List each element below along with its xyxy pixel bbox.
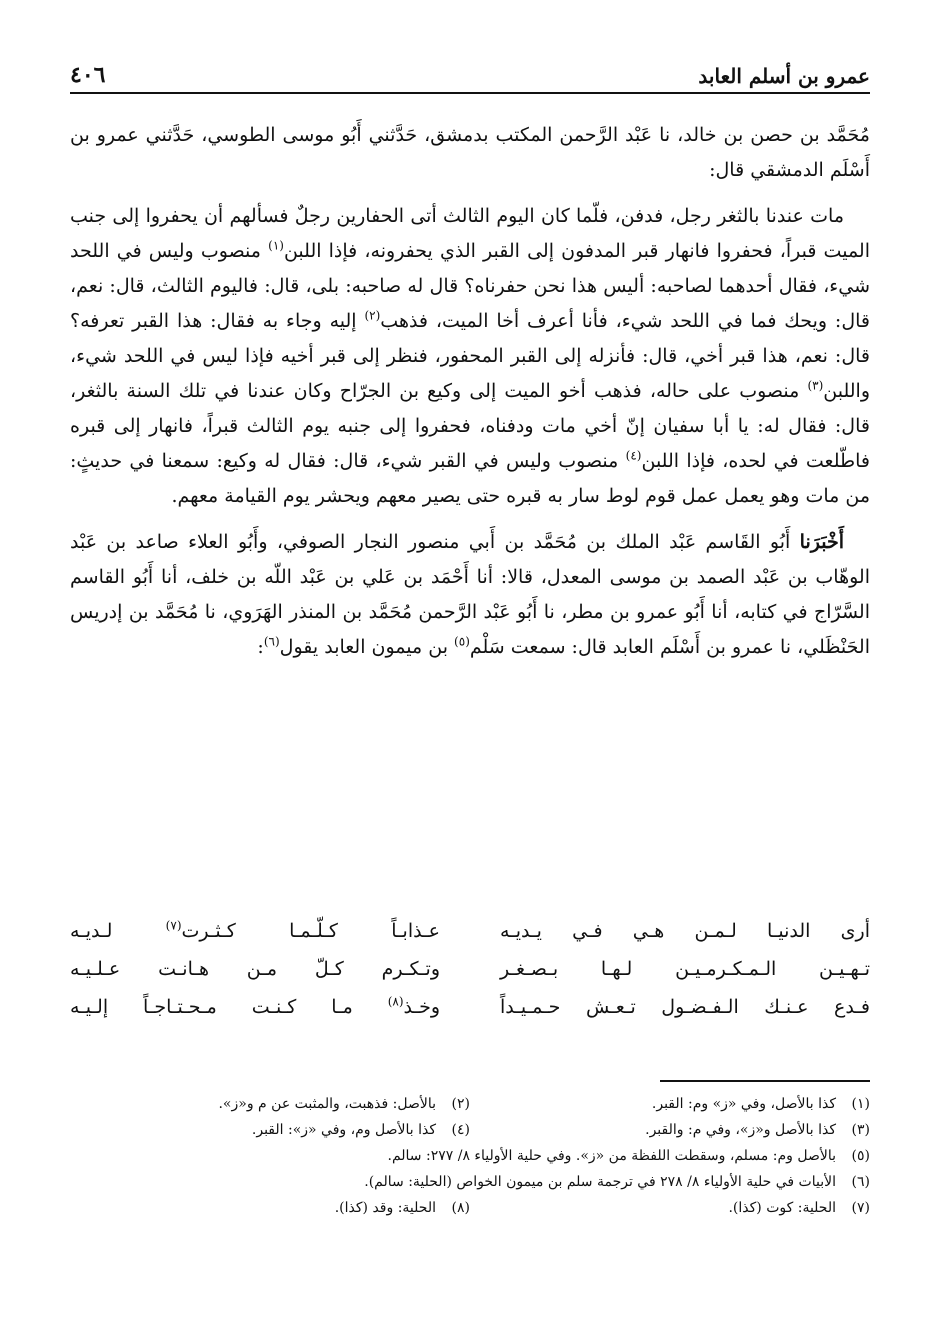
footnote-text: كذا بالأصل وم، وفي «ز»: القبر. [251, 1122, 436, 1138]
verse-text: وخـذ [403, 996, 440, 1018]
footnote-text: كذا بالأصل و«ز»، وفي م: والقبر. [645, 1122, 836, 1138]
footnote-text: بالأصل وم: مسلم، وسقطت اللفظة من «ز». وفي حلية الأولياء ٨/ ٢٧٧: سالم. [387, 1148, 836, 1164]
paragraph-text: مات عندنا بالثغر رجل، فدفن، فلّما كان اليوم الثالث أتى الحفارين رجلٌ فسألهم أن يحفروا إلى جنب الميت قبراً، فحفروا فانهار قبر المدفون إلى القبر الذي يحفرونه، فإذا اللبن [70, 205, 870, 262]
verse-1 [70, 912, 870, 950]
page-number: ٤٠٦ [70, 62, 106, 88]
footnote-marker[interactable]: (٢) [364, 308, 381, 323]
footnote-marker[interactable]: (٨) [387, 994, 404, 1009]
verse-second-half [70, 988, 440, 1026]
verse-3 [70, 988, 870, 1026]
footnote-marker[interactable]: (٧) [165, 918, 182, 933]
footnote-number: (٥) [851, 1148, 870, 1164]
footnote-text: الحلية: كوت (كذا). [728, 1200, 836, 1216]
footnote-number: (٢) [451, 1096, 470, 1112]
verse-2 [70, 950, 870, 988]
footnote-text: بالأصل: فذهبت، والمثبت عن م و«ز». [218, 1096, 436, 1112]
paragraph-text: : [257, 636, 264, 658]
footnote-number: (٧) [851, 1200, 870, 1216]
footnote-marker[interactable]: (٦) [263, 634, 280, 649]
paragraph-text: بن ميمون العابد يقول [279, 636, 455, 658]
main-text [70, 118, 870, 676]
paragraph-text: منصوب وليس في اللحد شيء، فقال أحدهما لصاحبه: أليس هذا نحن حفرناه؟ قال له صاحبه: بلى، قال: فاليوم الثالث، قال: نعم، قال: ويحك فما في اللحد شيء، فأنا أعرف أخا الميت، فذهب [70, 240, 870, 332]
verse-first-half: تـهـيـن الـمـكـرمـيـن لـهـا بـصـغـر [500, 958, 870, 980]
paragraph-text: منصوب وليس في القبر شيء، قال: فقال له وكيع: سمعنا في حديثٍ: من مات وهو يعمل عمل قوم لوط سار به قبره حتى يصير معهم ويحشر يوم القيامة معهم. [70, 450, 870, 507]
footnotes [70, 1092, 870, 1222]
verse-text: عـذابـاً كـلّـمـا كـثـرت [181, 920, 440, 942]
footnote-row [70, 1170, 870, 1196]
footnote-number: (٦) [851, 1174, 870, 1190]
footnote-row [70, 1118, 870, 1144]
footnote-5 [70, 1144, 870, 1170]
footnote-3 [470, 1118, 870, 1144]
paragraph-text: مُحَمَّد بن حصن بن خالد، نا عَبْد الرَّحمن المكتب بدمشق، حَدَّثني أَبُو موسى الطوسي، حَدَّثني عمرو بن أَسْلَم الدمشقي قال: [70, 124, 870, 181]
verse-first-half: فـدع عـنـك الـفـضـول تـعـش حـمـيـداً [500, 996, 870, 1018]
footnote-row [70, 1144, 870, 1170]
footnote-marker[interactable]: (١) [268, 238, 284, 253]
footnote-text: الحلية: وقد (كذا). [334, 1200, 436, 1216]
footnote-number: (٨) [451, 1200, 470, 1216]
footnote-number: (١) [851, 1096, 870, 1112]
footnote-8 [70, 1196, 470, 1222]
footnote-text: كذا بالأصل، وفي «ز» وم: القبر. [651, 1096, 836, 1112]
footnote-separator [660, 1080, 870, 1082]
footnote-number: (٣) [851, 1122, 870, 1138]
footnote-row [70, 1196, 870, 1222]
verse-second-half: وتـكـرم كـلّ مـن هـانـت عـلـيـه [70, 958, 440, 980]
verse-second-half [70, 912, 440, 950]
footnote-2 [70, 1092, 470, 1118]
footnote-7 [470, 1196, 870, 1222]
paragraph-story [70, 199, 870, 514]
header-rule [70, 92, 870, 94]
verse-text: لـديـه [70, 920, 166, 942]
verse-text: مـا كـنـت مـحـتـاجـاً إلـيـه [70, 996, 388, 1018]
paragraph-isnad-2 [70, 525, 870, 665]
footnote-marker[interactable]: (٥) [454, 634, 470, 649]
paragraph-lead-word: أَخْبَرَنا [799, 531, 844, 553]
poem-verses [70, 912, 870, 1026]
footnote-marker[interactable]: (٣) [807, 378, 824, 393]
footnote-marker[interactable]: (٤) [625, 448, 642, 463]
running-title: عمرو بن أسلم العابد [698, 64, 870, 88]
footnote-1 [470, 1092, 870, 1118]
paragraph-text: منصوب على حاله، فذهب أخو الميت إلى وكيع بن الجرّاح وكان عندنا في تلك السنة بالثغر، قال: فقال له: يا أبا سفيان إنّ أخي مات ودفناه، فحفروا إلى جنبه يوم الثالث قبراً، فانهار إلى قبره فاطّلعت في لحده، فإذا اللبن [70, 380, 870, 472]
paragraph-text: إليه وجاء به فقال: هذا القبر تعرفه؟ قال: نعم، هذا قبر أخي، قال: فأنزله إلى القبر المحفور، فنظر إلى قبر أخيه فإذا ليس في اللحد شيء، واللبن [70, 310, 871, 402]
footnote-row [70, 1092, 870, 1118]
footnote-text: الأبيات في حلية الأولياء ٨/ ٢٧٨ في ترجمة سلم بن ميمون الخواص (الحلية: سالم). [364, 1174, 836, 1190]
footnote-4 [70, 1118, 470, 1144]
paragraph-text: أَبُو القَاسم عَبْد الملك بن مُحَمَّد بن أَبي منصور النجار الصوفي، وأَبُو العلاء صاعد بن عَبْد الوهّاب بن عَبْد الصمد بن موسى المعدل، قالا: أنا أَحْمَد بن عَلي بن عَبْد اللّه بن خلف، أنا أَبُو القاسم السَّرّاج في كتابه، أنا أَبُو عمرو بن مطر، نا أَبُو عَبْد الرَّحمن مُحَمَّد بن المنذر الهَرَوي، نا مُحَمَّد بن إدريس الحَنْظَلي، نا عمرو بن أَسْلَم العابد قال: سمعت سَلْم [70, 531, 870, 658]
footnote-6 [70, 1170, 870, 1196]
page-header [70, 50, 870, 94]
paragraph-isnad-1 [70, 118, 870, 188]
footnote-number: (٤) [451, 1122, 470, 1138]
verse-first-half: أرى الدنيـا لـمـن هـي فـي يـديـه [500, 920, 870, 942]
